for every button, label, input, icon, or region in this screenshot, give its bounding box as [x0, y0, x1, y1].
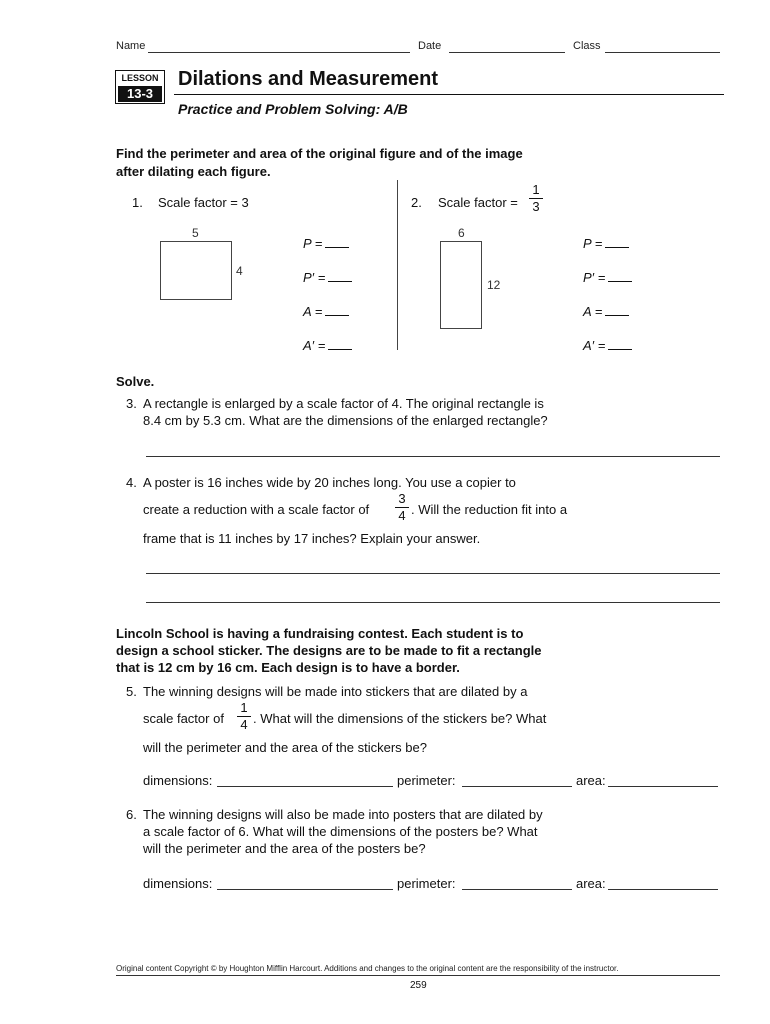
q4-line-2a: create a reduction with a scale factor of	[143, 502, 370, 517]
problem-2-answer-a-prime[interactable]	[583, 338, 632, 353]
contest-intro-line-3: that is 12 cm by 16 cm. Each design is to have a border.	[116, 660, 460, 675]
instructions-line-1: Find the perimeter and area of the original figure and of the image	[116, 146, 523, 161]
problem-2-number: 2.	[411, 195, 422, 210]
q3-line-2: 8.4 cm by 5.3 cm. What are the dimensions of the enlarged rectangle?	[143, 413, 548, 428]
q5-dimensions-field[interactable]	[217, 786, 393, 787]
problem-divider	[397, 180, 398, 350]
name-field[interactable]	[148, 52, 410, 53]
q4-answer-line-2[interactable]	[146, 602, 720, 603]
q5-perimeter-label: perimeter:	[397, 773, 456, 788]
problem-1-answer-a-prime[interactable]	[303, 338, 352, 353]
q4-scale-fraction	[395, 492, 409, 523]
answer-label: A′ =	[583, 338, 606, 353]
date-label: Date	[418, 40, 442, 52]
q6-area-field[interactable]	[608, 889, 718, 890]
fraction-numerator: 1	[240, 700, 248, 715]
q6-number: 6.	[126, 807, 137, 822]
fraction-denominator: 3	[532, 199, 540, 214]
problem-1-rectangle	[160, 241, 232, 300]
problem-2-scale-fraction	[529, 183, 543, 214]
copyright-notice: Original content Copyright © by Houghton Mifflin Harcourt. Additions and changes to the original content are the responsibility of the instructor.	[116, 964, 619, 973]
name-label: Name	[116, 40, 146, 52]
page-subtitle: Practice and Problem Solving: A/B	[178, 101, 408, 117]
fraction-denominator: 4	[398, 508, 406, 523]
contest-intro-line-1: Lincoln School is having a fundraising contest. Each student is to	[116, 626, 524, 641]
answer-label: P =	[583, 236, 603, 251]
problem-1-number: 1.	[132, 195, 143, 210]
problem-1-answer-p-prime[interactable]	[303, 270, 352, 285]
fraction-denominator: 4	[240, 717, 248, 732]
q6-dimensions-field[interactable]	[217, 889, 393, 890]
answer-label: P =	[303, 236, 323, 251]
q6-dimensions-label: dimensions:	[143, 876, 213, 891]
solve-heading: Solve.	[116, 374, 155, 389]
fraction-numerator: 1	[532, 182, 540, 197]
problem-1-width-label: 5	[192, 226, 199, 240]
instructions-line-2: after dilating each figure.	[116, 164, 271, 179]
problem-2-width-label: 6	[458, 226, 465, 240]
problem-1-answer-p[interactable]	[303, 236, 349, 251]
problem-2-scale-factor: Scale factor =	[438, 195, 518, 210]
q6-line-1: The winning designs will also be made into posters that are dilated by	[143, 807, 543, 822]
class-field[interactable]	[605, 52, 720, 53]
q5-dimensions-label: dimensions:	[143, 773, 213, 788]
q6-line-3: will the perimeter and the area of the posters be?	[143, 841, 426, 856]
class-label: Class	[573, 40, 601, 52]
problem-2-answer-a[interactable]	[583, 304, 629, 319]
page-title: Dilations and Measurement	[178, 68, 439, 90]
q3-answer-line[interactable]	[146, 456, 720, 457]
fraction-numerator: 3	[398, 491, 406, 506]
page-number: 259	[410, 980, 427, 991]
q3-line-1: A rectangle is enlarged by a scale factor of 4. The original rectangle is	[143, 396, 544, 411]
title-rule	[174, 94, 724, 95]
q4-answer-line-1[interactable]	[146, 573, 720, 574]
q6-line-2: a scale factor of 6. What will the dimensions of the posters be? What	[143, 824, 538, 839]
lesson-number: 13-3	[118, 86, 162, 102]
q5-number: 5.	[126, 684, 137, 699]
q5-perimeter-field[interactable]	[462, 786, 572, 787]
footer-rule	[116, 975, 720, 976]
lesson-badge	[115, 70, 165, 104]
q5-line-1: The winning designs will be made into stickers that are dilated by a	[143, 684, 528, 699]
q5-line-3: will the perimeter and the area of the stickers be?	[143, 740, 427, 755]
answer-label: A =	[583, 304, 603, 319]
lesson-label: LESSON	[121, 73, 159, 83]
q4-line-1: A poster is 16 inches wide by 20 inches long. You use a copier to	[143, 475, 516, 490]
answer-label: P′ =	[583, 270, 606, 285]
q4-line-3: frame that is 11 inches by 17 inches? Explain your answer.	[143, 531, 481, 546]
q5-line-2b: . What will the dimensions of the stickers be? What	[253, 711, 547, 726]
problem-1-answer-a[interactable]	[303, 304, 349, 319]
date-field[interactable]	[449, 52, 565, 53]
answer-label: A =	[303, 304, 323, 319]
q5-area-field[interactable]	[608, 786, 718, 787]
q6-area-label: area:	[576, 876, 606, 891]
problem-1-scale-factor: Scale factor = 3	[158, 195, 249, 210]
answer-label: P′ =	[303, 270, 326, 285]
q4-line-2b: . Will the reduction fit into a	[411, 502, 568, 517]
problem-2-rectangle	[440, 241, 482, 329]
q5-scale-fraction	[237, 701, 251, 732]
problem-2-height-label: 12	[487, 278, 501, 292]
problem-1-height-label: 4	[236, 264, 243, 278]
q5-area-label: area:	[576, 773, 606, 788]
contest-intro-line-2: design a school sticker. The designs are to be made to fit a rectangle	[116, 643, 542, 658]
q4-number: 4.	[126, 475, 137, 490]
q3-number: 3.	[126, 396, 137, 411]
q6-perimeter-label: perimeter:	[397, 876, 456, 891]
q6-perimeter-field[interactable]	[462, 889, 572, 890]
q5-line-2a: scale factor of	[143, 711, 224, 726]
problem-2-answer-p[interactable]	[583, 236, 629, 251]
problem-2-answer-p-prime[interactable]	[583, 270, 632, 285]
answer-label: A′ =	[303, 338, 326, 353]
